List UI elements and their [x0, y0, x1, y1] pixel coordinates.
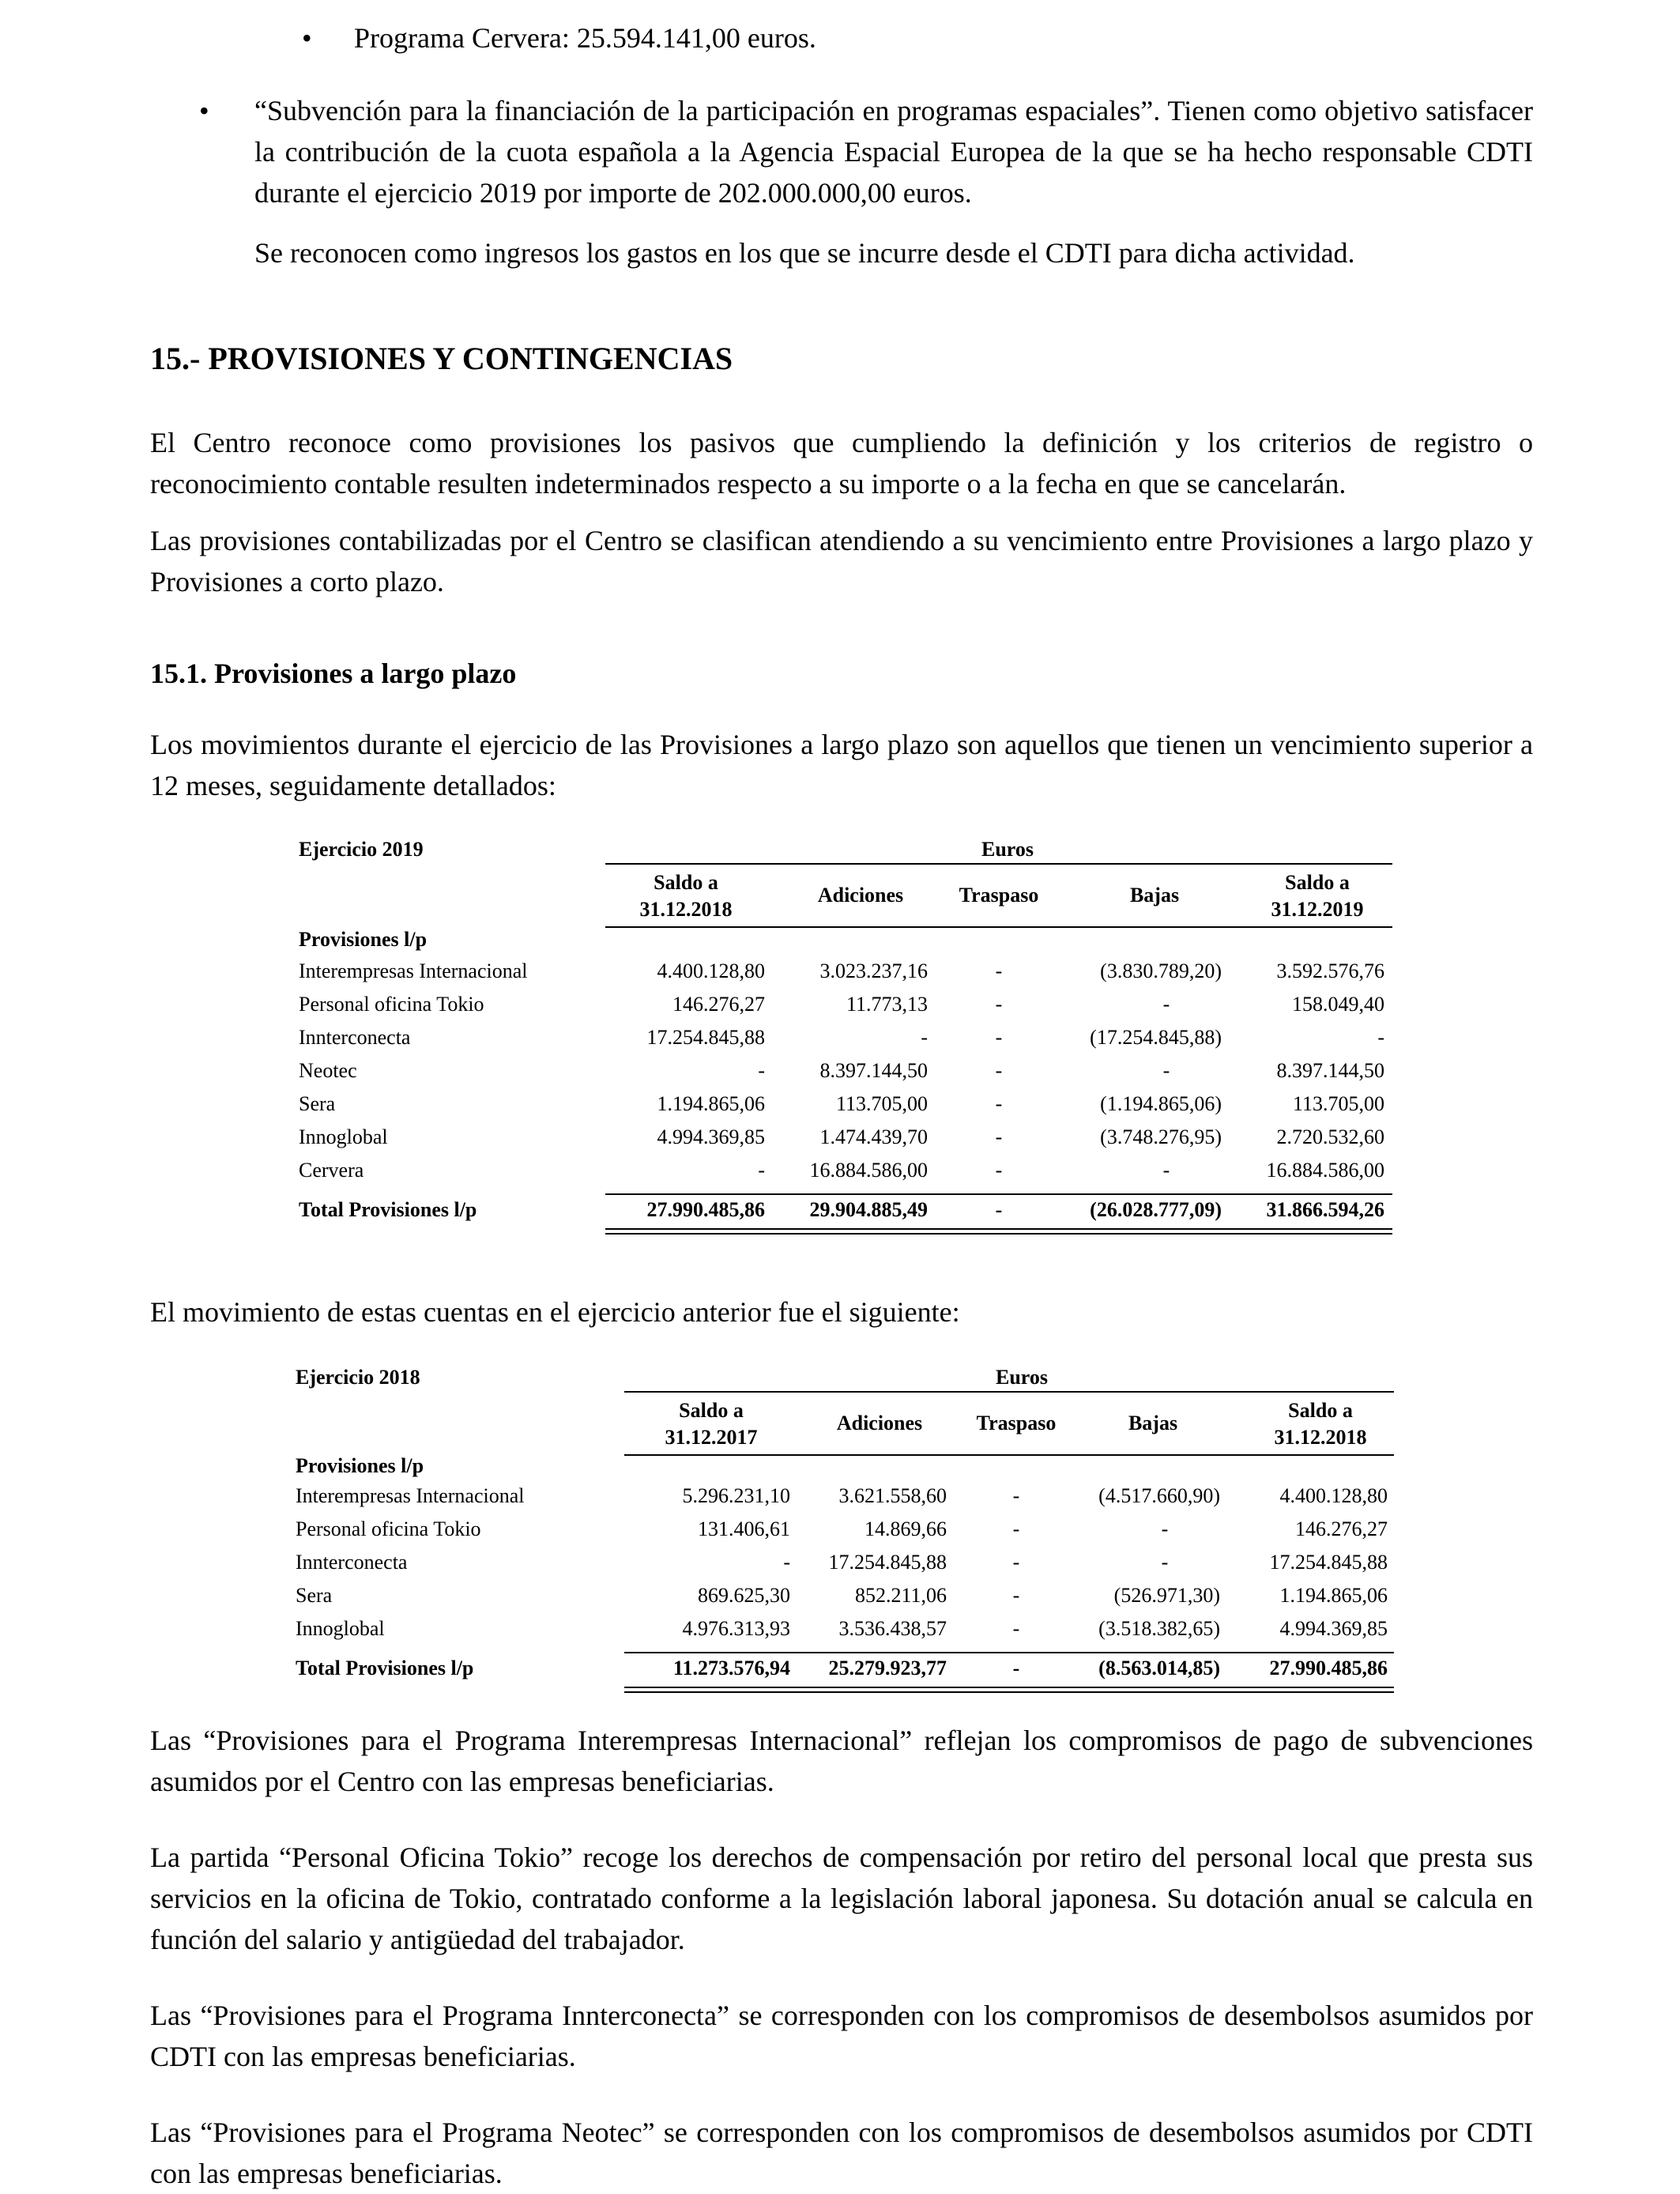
table-total-top-rule — [624, 1652, 1394, 1653]
table-total-cell: 29.904.885,49 — [809, 1198, 928, 1221]
bullet-dot: • — [199, 95, 209, 126]
table-cell: 4.976.313,93 — [682, 1617, 790, 1640]
table-total-cell: (26.028.777,09) — [1090, 1198, 1222, 1221]
table-total-cell: 27.990.485,86 — [1269, 1657, 1388, 1679]
table-row-label: Innterconecta — [296, 1551, 408, 1574]
table-row-label: Cervera — [299, 1159, 364, 1182]
table-row-label: Innterconecta — [299, 1026, 411, 1049]
table-cell: 1.474.439,70 — [819, 1125, 928, 1148]
table-euros-header: Euros — [996, 1366, 1048, 1389]
table-total-cell: 27.990.485,86 — [646, 1198, 765, 1221]
table-cell: (17.254.845,88) — [1090, 1026, 1222, 1049]
table-total-cell: (8.563.014,85) — [1098, 1657, 1220, 1679]
table-header-saldo-final: Saldo a — [1288, 1399, 1353, 1422]
table-cell: 17.254.845,88 — [828, 1551, 947, 1574]
table-total-double-rule-1 — [624, 1687, 1394, 1688]
section-15-title: 15.- PROVISIONES Y CONTINGENCIAS — [150, 341, 733, 376]
table-header-saldo-final-date: 31.12.2018 — [1274, 1426, 1367, 1449]
reconocen-paragraph: Se reconocen como ingresos los gastos en los que se incurre desde el CDTI para dicha actividad. — [254, 237, 1355, 269]
table-cell: - — [1162, 1159, 1170, 1182]
table-cell: 8.397.144,50 — [819, 1059, 928, 1082]
table-cell: 869.625,30 — [698, 1584, 790, 1607]
table-header-saldo-final: Saldo a — [1285, 871, 1350, 894]
table-total-cell: 25.279.923,77 — [828, 1657, 947, 1679]
table-cell: - — [1012, 1517, 1020, 1540]
table-cell: - — [995, 959, 1003, 982]
table-cell: - — [1012, 1617, 1020, 1640]
table-cell: (3.518.382,65) — [1098, 1617, 1220, 1640]
table-cell: (3.748.276,95) — [1100, 1125, 1222, 1148]
table-cell: 3.621.558,60 — [838, 1484, 947, 1507]
closing-paragraph-2: La partida “Personal Oficina Tokio” recoge los derechos de compensación por retiro del personal local que presta sus servicios en la oficina de Tokio, contratado conforme a la legislación laboral japonesa. Su dotación anual se calcula en función del salario y antigüedad del trabajador. — [150, 1842, 1533, 1955]
table-row-label: Interempresas Internacional — [299, 959, 528, 982]
closing-paragraph-3: Las “Provisiones para el Programa Innterconecta” se corresponden con los compromisos de desembolsos asumidos por CDTI con las empresas beneficiarias. — [150, 2000, 1533, 2072]
table-header-bajas: Bajas — [1128, 1412, 1178, 1434]
table-total-label: Total Provisiones l/p — [296, 1657, 474, 1679]
table-cell: 3.023.237,16 — [819, 959, 928, 982]
table-total-cell: - — [1012, 1657, 1020, 1679]
table-cell: - — [1012, 1484, 1020, 1507]
table-cell: 4.994.369,85 — [1279, 1617, 1388, 1640]
table-cell: 131.406,61 — [698, 1517, 790, 1540]
table-total-cell: 11.273.576,94 — [672, 1657, 790, 1679]
table-cell: (1.194.865,06) — [1100, 1092, 1222, 1115]
table-cell: - — [1162, 1059, 1170, 1082]
table-cell: 17.254.845,88 — [646, 1026, 765, 1049]
table-cell: 146.276,27 — [1295, 1517, 1388, 1540]
table-euros-rule — [624, 1391, 1394, 1393]
closing-paragraph-4: Las “Provisiones para el Programa Neotec” se corresponden con los compromisos de desembolsos asumidos por CDTI con las empresas beneficiarias. — [150, 2117, 1533, 2189]
table-cell: (3.830.789,20) — [1100, 959, 1222, 982]
table-header-bajas: Bajas — [1129, 884, 1180, 907]
table-cell: (526.971,30) — [1113, 1584, 1220, 1607]
section-15-paragraph-2: Las provisiones contabilizadas por el Centro se clasifican atendiendo a su vencimiento entre Provisiones a largo plazo y Provisiones a corto plazo. — [150, 525, 1533, 598]
table-cell: 3.536.438,57 — [838, 1617, 947, 1640]
table-cell: - — [995, 1125, 1003, 1148]
closing-paragraph-1: Las “Provisiones para el Programa Interempresas Internacional” reflejan los compromisos de pago de subvenciones asumidos por el Centro con las empresas beneficiarias. — [150, 1725, 1533, 1797]
table-group-label: Provisiones l/p — [299, 928, 428, 951]
table-cell: - — [1162, 993, 1170, 1016]
table-label: Ejercicio 2019 — [299, 838, 424, 861]
table-cell: - — [995, 1026, 1003, 1049]
table-cell: 4.400.128,80 — [657, 959, 765, 982]
table-cell: - — [921, 1026, 928, 1049]
table-total-label: Total Provisiones l/p — [299, 1198, 477, 1221]
table-cell: 1.194.865,06 — [1279, 1584, 1388, 1607]
table-cell: - — [1012, 1584, 1020, 1607]
table-cell: 14.869,66 — [864, 1517, 947, 1540]
table-cell: - — [995, 993, 1003, 1016]
table-cell: 16.884.586,00 — [809, 1159, 928, 1182]
table-cell: 17.254.845,88 — [1269, 1551, 1388, 1574]
section-15-paragraph-1: El Centro reconoce como provisiones los pasivos que cumpliendo la definición y los criterios de registro o reconocimiento contable resulten indeterminados respecto a su importe o a la fecha en que se cancelarán. — [150, 427, 1533, 499]
table-header-traspaso: Traspaso — [959, 884, 1039, 907]
table-header-saldo: Saldo a — [679, 1399, 744, 1422]
table-row-label: Sera — [296, 1584, 333, 1607]
table-cell: - — [1012, 1551, 1020, 1574]
table-cell: - — [1377, 1026, 1384, 1049]
table-total-double-rule-1 — [605, 1228, 1392, 1230]
section-15-1-paragraph: Los movimientos durante el ejercicio de las Provisiones a largo plazo son aquellos que tienen un vencimiento superior a 12 meses, seguidamente detallados: — [150, 729, 1533, 801]
table-cell: 158.049,40 — [1292, 993, 1384, 1016]
table-cell: - — [783, 1551, 790, 1574]
table-euros-rule — [605, 863, 1392, 865]
table-cell: - — [1161, 1517, 1169, 1540]
table-header-saldo-final-date: 31.12.2019 — [1271, 898, 1364, 921]
table-row-label: Sera — [299, 1092, 336, 1115]
table-row-label: Personal oficina Tokio — [299, 993, 484, 1016]
table-cell: 2.720.532,60 — [1276, 1125, 1384, 1148]
table-label: Ejercicio 2018 — [296, 1366, 420, 1389]
table-cell: 4.400.128,80 — [1279, 1484, 1388, 1507]
table-group-label: Provisiones l/p — [296, 1454, 424, 1477]
table-header-saldo-date: 31.12.2017 — [665, 1426, 758, 1449]
table-header-rule — [624, 1454, 1394, 1456]
table-header-adiciones: Adiciones — [836, 1412, 923, 1434]
table-cell: 5.296.231,10 — [682, 1484, 790, 1507]
table-cell: - — [1161, 1551, 1169, 1574]
table-row-label: Neotec — [299, 1059, 357, 1082]
table-cell: (4.517.660,90) — [1098, 1484, 1220, 1507]
bullet-dot: • — [302, 22, 312, 54]
table-cell: 852.211,06 — [854, 1584, 947, 1607]
table-cell: 1.194.865,06 — [657, 1092, 765, 1115]
table-cell: - — [995, 1159, 1003, 1182]
table-cell: - — [995, 1092, 1003, 1115]
table-header-saldo-date: 31.12.2018 — [639, 898, 733, 921]
table-cell: - — [758, 1059, 765, 1082]
table-total-top-rule — [605, 1193, 1392, 1195]
table-cell: 113.705,00 — [835, 1092, 928, 1115]
section-15-1-title: 15.1. Provisiones a largo plazo — [150, 658, 517, 689]
table-row-label: Innoglobal — [296, 1617, 385, 1640]
table-cell: 8.397.144,50 — [1276, 1059, 1384, 1082]
table-cell: 11.773,13 — [846, 993, 928, 1016]
table-header-adiciones: Adiciones — [817, 884, 904, 907]
table-cell: 146.276,27 — [672, 993, 765, 1016]
table-total-cell: - — [995, 1198, 1003, 1221]
table-cell: 113.705,00 — [1292, 1092, 1384, 1115]
table-cell: 16.884.586,00 — [1266, 1159, 1384, 1182]
table-euros-header: Euros — [981, 838, 1034, 861]
table-header-traspaso: Traspaso — [976, 1412, 1057, 1434]
table-header-saldo: Saldo a — [654, 871, 718, 894]
table-row-label: Innoglobal — [299, 1125, 388, 1148]
table-row-label: Interempresas Internacional — [296, 1484, 525, 1507]
table-cell: 4.994.369,85 — [657, 1125, 765, 1148]
cervera-line: Programa Cervera: 25.594.141,00 euros. — [354, 22, 816, 54]
previous-year-paragraph: El movimiento de estas cuentas en el ejercicio anterior fue el siguiente: — [150, 1296, 960, 1328]
table-total-cell: 31.866.594,26 — [1266, 1198, 1384, 1221]
table-total-double-rule-2 — [605, 1233, 1392, 1235]
table-cell: - — [758, 1159, 765, 1182]
table-cell: - — [995, 1059, 1003, 1082]
table-cell: 3.592.576,76 — [1276, 959, 1384, 982]
table-row-label: Personal oficina Tokio — [296, 1517, 481, 1540]
table-total-double-rule-2 — [624, 1691, 1394, 1693]
table-header-rule — [605, 926, 1392, 928]
subvencion-paragraph: “Subvención para la financiación de la participación en programas espaciales”. Tienen como objetivo satisfacer la contribución de la cuota española a la Agencia Espacial Europea de la que se ha hecho responsable CDTI durante el ejercicio 2019 por importe de 202.000.000,00 euros. — [254, 95, 1533, 209]
